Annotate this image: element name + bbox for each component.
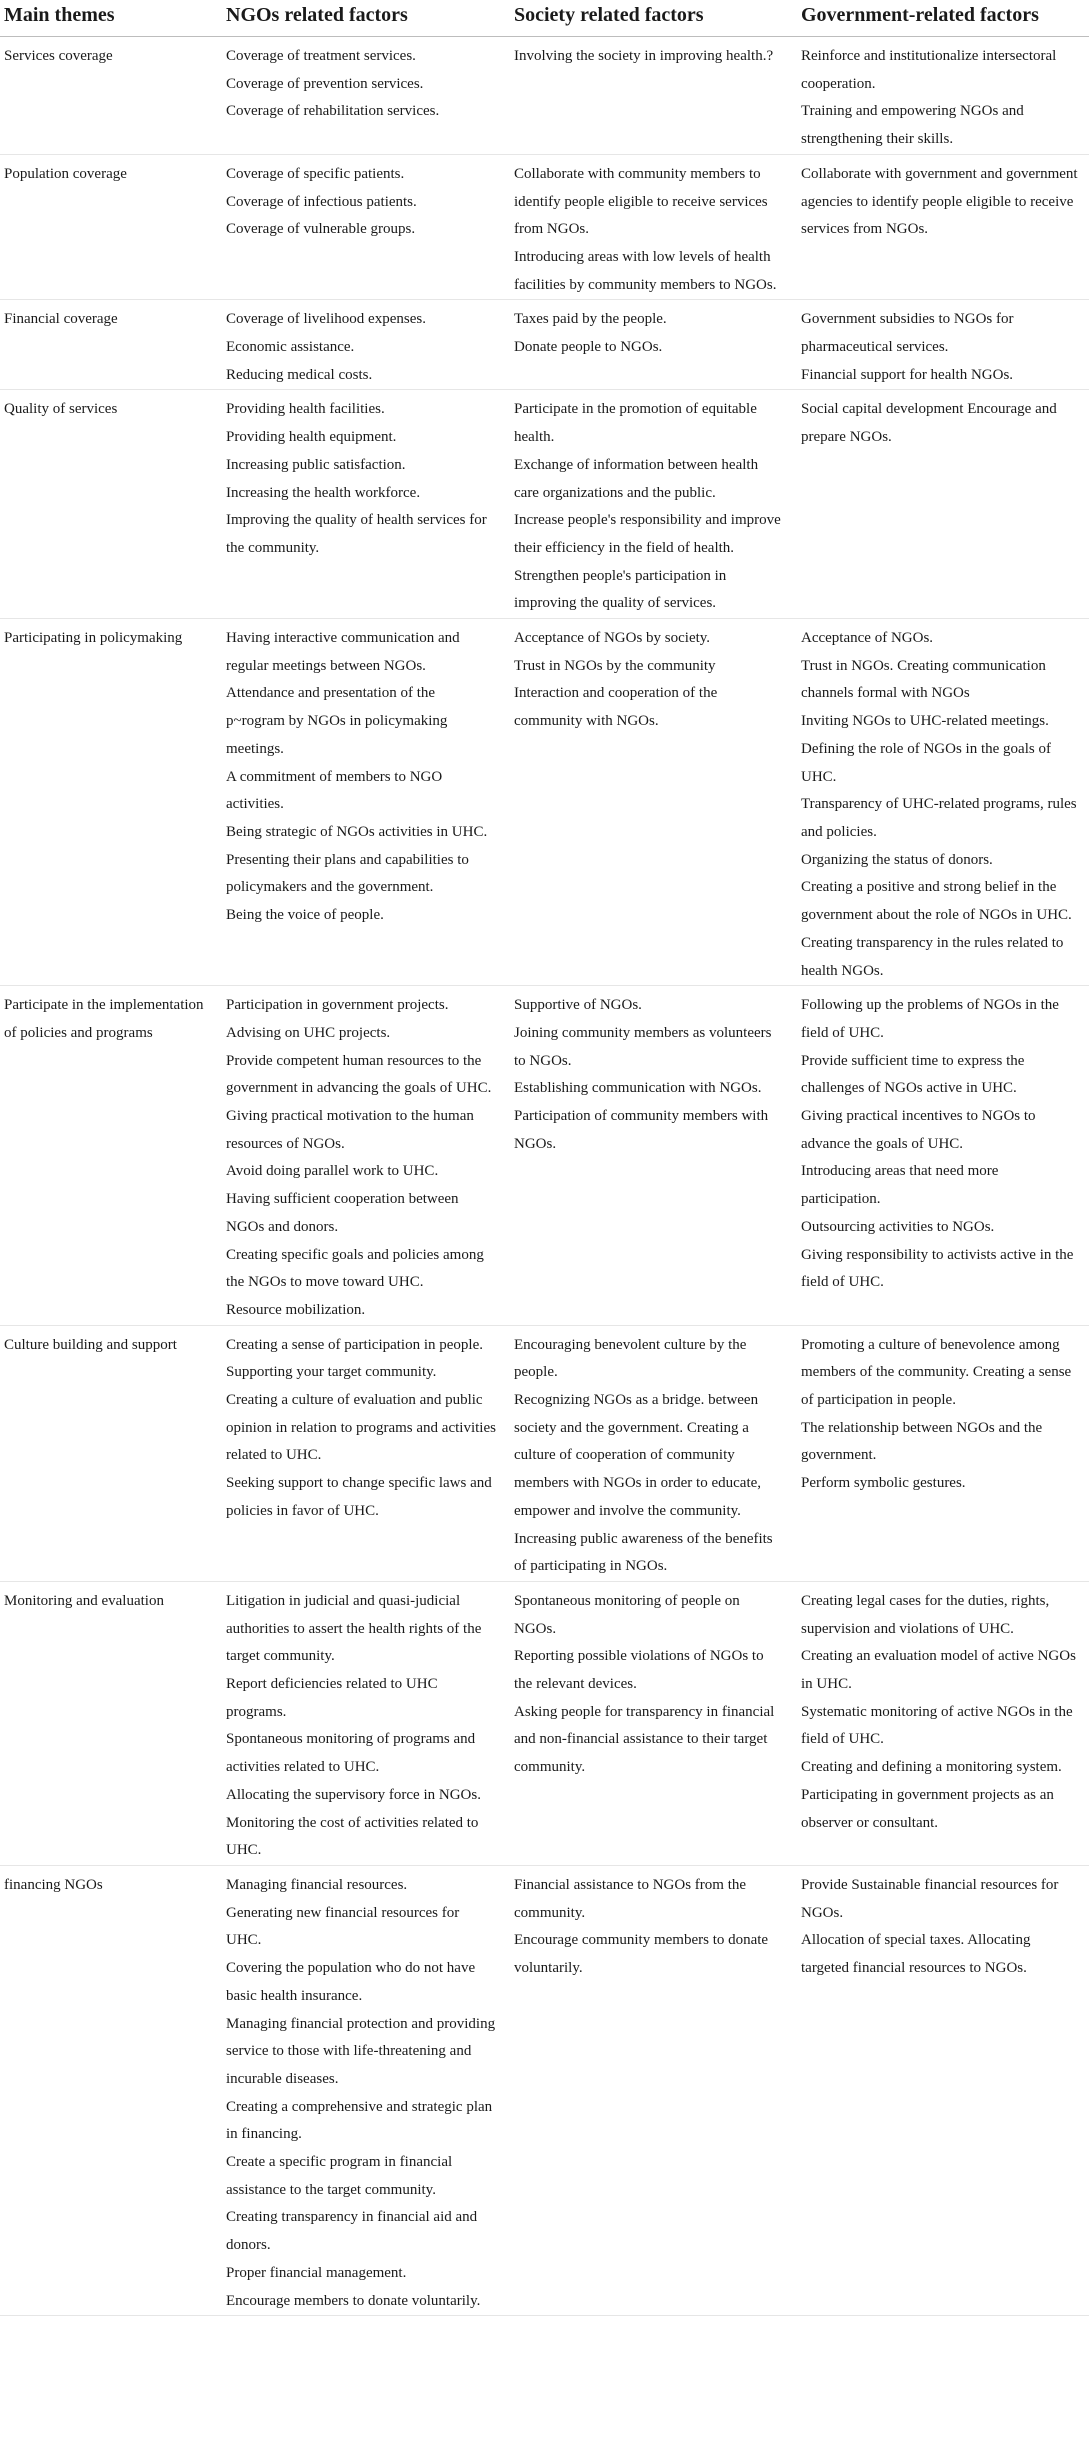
government-factors-cell	[793, 1332, 1089, 1582]
ngo-factors-cell	[218, 625, 506, 986]
ngo-factor-item: Advising on UHC projects.	[226, 1024, 391, 1041]
header-row	[0, 0, 1089, 37]
header-main-themes: Main themes	[0, 0, 218, 37]
society-factor-item: Supportive of NGOs.	[514, 997, 642, 1014]
government-factor-item: Introducing areas that need more participation.	[801, 1163, 999, 1208]
government-factor-item: Creating transparency in the rules related to health NGOs.	[801, 934, 1064, 979]
ngo-factor-item: Allocating the supervisory force in NGOs. Monitoring the cost of activities related to UHC.	[226, 1786, 481, 1859]
government-factors-cell	[793, 1588, 1089, 1866]
government-factors-cell	[793, 992, 1089, 1325]
society-factors-cell	[506, 1872, 793, 2316]
society-factor-item: Encourage community members to donate voluntarily.	[514, 1932, 769, 1977]
ngo-factor-item: Increasing public satisfaction.	[226, 456, 406, 473]
table-row	[0, 396, 1089, 618]
government-factor-item: Giving responsibility to activists active in the field of UHC.	[801, 1246, 1074, 1291]
government-factor-item: Government subsidies to NGOs for pharmaceutical services.	[801, 311, 1014, 356]
society-factor-item: Participation of community members with NGOs.	[514, 1108, 769, 1152]
government-factor-item: Trust in NGOs. Creating communication channels formal with NGOs	[801, 657, 1046, 702]
ngo-factors-cell	[218, 161, 506, 300]
ngo-factor-item: Being strategic of NGOs activities in UHC.	[226, 823, 488, 840]
society-factors-cell	[506, 1588, 793, 1866]
ngo-factor-item: Giving practical motivation to the human resources of NGOs.	[226, 1108, 474, 1152]
government-factor-item: Financial support for health NGOs.	[801, 366, 1014, 383]
society-factor-item: Collaborate with community members to identify people eligible to receive services from NGOs.	[514, 165, 768, 238]
society-factors-cell	[506, 43, 793, 154]
ngo-factor-item: Creating a comprehensive and strategic plan in financing.	[226, 2098, 493, 2143]
main-theme-cell: Participating in policymaking	[0, 625, 218, 986]
government-factors-cell	[793, 43, 1089, 154]
ngo-factor-item: Coverage of specific patients.	[226, 165, 405, 182]
ngo-factor-item: Creating a culture of evaluation and public opinion in relation to programs and activities related to UHC.	[226, 1392, 496, 1464]
government-factors-cell	[793, 625, 1089, 986]
ngo-factor-item: Improving the quality of health services for the community.	[226, 512, 487, 556]
society-factor-item: Establishing communication with NGOs.	[514, 1080, 762, 1097]
ngo-factor-item: Coverage of treatment services.	[226, 48, 416, 64]
table-row	[0, 1872, 1089, 2316]
government-factor-item: Giving practical incentives to NGOs to advance the goals of UHC.	[801, 1108, 1036, 1152]
main-theme-cell: financing NGOs	[0, 1872, 218, 2316]
ngo-factor-item: Resource mobilization.	[226, 1301, 366, 1318]
government-factors-cell	[793, 1872, 1089, 2316]
ngo-factor-item: Providing health equipment.	[226, 429, 397, 446]
government-factor-item: Systematic monitoring of active NGOs in the field of UHC.	[801, 1703, 1073, 1748]
ngo-factor-item: Managing financial resources.	[226, 1877, 408, 1893]
society-factor-item: Exchange of information between health care organizations and the public.	[514, 456, 759, 501]
main-theme-cell: Population coverage	[0, 161, 218, 300]
society-factor-item: Acceptance of NGOs by society.	[514, 630, 711, 647]
society-factor-item: Involving the society in improving health.?	[514, 48, 774, 64]
government-factors-cell	[793, 306, 1089, 390]
society-factors-cell	[506, 161, 793, 300]
main-theme-cell: Monitoring and evaluation	[0, 1588, 218, 1866]
ngo-factors-cell	[218, 1588, 506, 1866]
society-factor-item: Recognizing NGOs as a bridge. between society and the government. Creating a culture of cooperation of community members with NGOs in order to educate, empower and involve the community.	[514, 1392, 762, 1519]
government-factor-item: Social capital development Encourage and prepare NGOs.	[801, 401, 1057, 446]
ngo-factor-item: Generating new financial resources for UHC.	[226, 1904, 460, 1949]
government-factor-item: Defining the role of NGOs in the goals of UHC.	[801, 740, 1051, 785]
society-factor-item: Reporting possible violations of NGOs to the relevant devices.	[514, 1648, 764, 1693]
society-factor-item: Increase people's responsibility and improve their efficiency in the field of health.	[514, 512, 781, 556]
ngo-factor-item: Having sufficient cooperation between NGOs and donors.	[226, 1191, 459, 1235]
society-factor-item: Spontaneous monitoring of people on NGOs.	[514, 1592, 740, 1637]
ngo-factor-item: Coverage of vulnerable groups.	[226, 221, 416, 238]
ngo-factor-item: Coverage of infectious patients.	[226, 193, 417, 210]
ngo-factor-item: Attendance and presentation of the p~rogram by NGOs in policymaking meetings.	[226, 685, 448, 757]
society-factor-item: Financial assistance to NGOs from the community.	[514, 1877, 747, 1921]
table-header	[0, 0, 1089, 37]
society-factors-cell	[506, 396, 793, 618]
society-factor-item: Participate in the promotion of equitable health.	[514, 401, 757, 446]
government-factor-item: Provide Sustainable financial resources for NGOs.	[801, 1877, 1059, 1921]
society-factor-item: Donate people to NGOs.	[514, 339, 663, 356]
ngo-factors-cell	[218, 1332, 506, 1582]
ngo-factor-item: Supporting your target community.	[226, 1364, 437, 1381]
government-factor-item: Collaborate with government and government agencies to identify people eligible to receive services from NGOs.	[801, 165, 1078, 238]
society-factors-cell	[506, 625, 793, 986]
government-factor-item: Following up the problems of NGOs in the field of UHC.	[801, 997, 1059, 1041]
table-body	[0, 37, 1089, 2316]
ngo-factor-item: Coverage of livelihood expenses.	[226, 311, 426, 328]
government-factor-item: Promoting a culture of benevolence among members of the community. Creating a sense of participation in people.	[801, 1336, 1072, 1409]
society-factor-item: Joining community members as volunteers to NGOs.	[514, 1024, 772, 1069]
ngo-factor-item: Being the voice of people.	[226, 907, 384, 924]
government-factor-item: Creating legal cases for the duties, rights, supervision and violations of UHC.	[801, 1592, 1050, 1637]
table-row	[0, 1588, 1089, 1866]
government-factor-item: Perform symbolic gestures.	[801, 1475, 966, 1492]
ngo-factor-item: Report deficiencies related to UHC programs.	[226, 1676, 438, 1720]
government-factor-item: Transparency of UHC-related programs, rules and policies.	[801, 796, 1077, 840]
society-factor-item: Strengthen people's participation in improving the quality of services.	[514, 567, 727, 612]
society-factor-item: Introducing areas with low levels of health facilities by community members to NGOs.	[514, 248, 777, 293]
header-government-factors: Government-related factors	[793, 0, 1089, 37]
header-ngos-factors: NGOs related factors	[218, 0, 506, 37]
ngo-factors-cell	[218, 43, 506, 154]
society-factor-item: Taxes paid by the people.	[514, 311, 667, 328]
ngo-factor-item: Creating transparency in financial aid and donors.	[226, 2209, 478, 2254]
ngo-factor-item: Spontaneous monitoring of programs and activities related to UHC.	[226, 1731, 476, 1776]
government-factor-item: Creating an evaluation model of active NGOs in UHC.	[801, 1648, 1076, 1693]
table-row	[0, 625, 1089, 986]
government-factor-item: Inviting NGOs to UHC-related meetings.	[801, 713, 1049, 730]
government-factor-item: Allocation of special taxes. Allocating targeted financial resources to NGOs.	[801, 1932, 1031, 1977]
ngo-factor-item: Creating a sense of participation in people.	[226, 1336, 483, 1353]
society-factors-cell	[506, 992, 793, 1325]
ngo-factor-item: Avoid doing parallel work to UHC.	[226, 1163, 439, 1180]
society-factor-item: Asking people for transparency in financial and non-financial assistance to their target community.	[514, 1703, 775, 1776]
government-factor-item: Organizing the status of donors.	[801, 851, 993, 868]
ngo-factor-item: Create a specific program in financial assistance to the target community.	[226, 2154, 453, 2198]
government-factor-item: Acceptance of NGOs.	[801, 630, 934, 647]
main-theme-cell: Culture building and support	[0, 1332, 218, 1582]
society-factor-item: Increasing public awareness of the benefits of participating in NGOs.	[514, 1530, 773, 1575]
government-factor-item: Participating in government projects as an observer or consultant.	[801, 1786, 1054, 1831]
ngo-factor-item: Covering the population who do not have basic health insurance.	[226, 1960, 476, 2004]
society-factors-cell	[506, 1332, 793, 1582]
ngo-factor-item: Coverage of prevention services.	[226, 75, 424, 92]
ngo-factor-item: Creating specific goals and policies among the NGOs to move toward UHC.	[226, 1246, 484, 1291]
ngo-factors-cell	[218, 306, 506, 390]
main-theme-cell: Financial coverage	[0, 306, 218, 390]
ngo-factor-item: Providing health facilities.	[226, 401, 385, 418]
government-factors-cell	[793, 396, 1089, 618]
government-factor-item: The relationship between NGOs and the government.	[801, 1419, 1043, 1464]
main-theme-cell: Participate in the implementation of policies and programs	[0, 992, 218, 1325]
ngo-factor-item: Encourage members to donate voluntarily.	[226, 2292, 481, 2309]
ngo-factor-item: Reducing medical costs.	[226, 366, 373, 383]
table-row	[0, 161, 1089, 300]
main-theme-cell: Quality of services	[0, 396, 218, 618]
society-factors-cell	[506, 306, 793, 390]
ngo-factors-cell	[218, 396, 506, 618]
ngo-factors-cell	[218, 992, 506, 1325]
ngo-factor-item: Proper financial management.	[226, 2264, 407, 2281]
ngo-factor-item: Presenting their plans and capabilities to policymakers and the government.	[226, 851, 469, 896]
government-factor-item: Provide sufficient time to express the challenges of NGOs active in UHC.	[801, 1052, 1025, 1097]
ngo-factors-cell	[218, 1872, 506, 2316]
ngo-factor-item: Economic assistance.	[226, 339, 355, 356]
government-factor-item: Outsourcing activities to NGOs.	[801, 1218, 995, 1235]
table-row	[0, 992, 1089, 1325]
ngo-factor-item: Provide competent human resources to the government in advancing the goals of UHC.	[226, 1052, 492, 1097]
government-factor-item: Training and empowering NGOs and strengthening their skills.	[801, 103, 1024, 148]
ngo-factor-item: Participation in government projects.	[226, 997, 449, 1014]
table-row	[0, 1332, 1089, 1582]
table-row	[0, 43, 1089, 154]
ngo-factor-item: Litigation in judicial and quasi-judicial authorities to assert the health rights of the target community.	[226, 1592, 482, 1665]
government-factor-item: Reinforce and institutionalize intersectoral cooperation.	[801, 48, 1057, 92]
table-row	[0, 306, 1089, 390]
government-factor-item: Creating a positive and strong belief in the government about the role of NGOs in UHC.	[801, 879, 1072, 924]
ngo-factor-item: Having interactive communication and regular meetings between NGOs.	[226, 630, 460, 674]
government-factor-item: Creating and defining a monitoring system.	[801, 1759, 1062, 1776]
ngo-factor-item: Managing financial protection and providing service to those with life-threatening and incurable diseases.	[226, 2015, 496, 2087]
main-theme-cell: Services coverage	[0, 43, 218, 154]
society-factor-item: Trust in NGOs by the community Interaction and cooperation of the community with NGOs.	[514, 657, 718, 730]
government-factors-cell	[793, 161, 1089, 300]
society-factor-item: Encouraging benevolent culture by the people.	[514, 1336, 747, 1381]
ngo-factor-item: Coverage of rehabilitation services.	[226, 103, 440, 120]
ngo-factor-item: Increasing the health workforce.	[226, 484, 421, 501]
ngo-factor-item: Seeking support to change specific laws and policies in favor of UHC.	[226, 1475, 492, 1519]
ngo-factor-item: A commitment of members to NGO activities.	[226, 768, 443, 813]
header-society-factors: Society related factors	[506, 0, 793, 37]
